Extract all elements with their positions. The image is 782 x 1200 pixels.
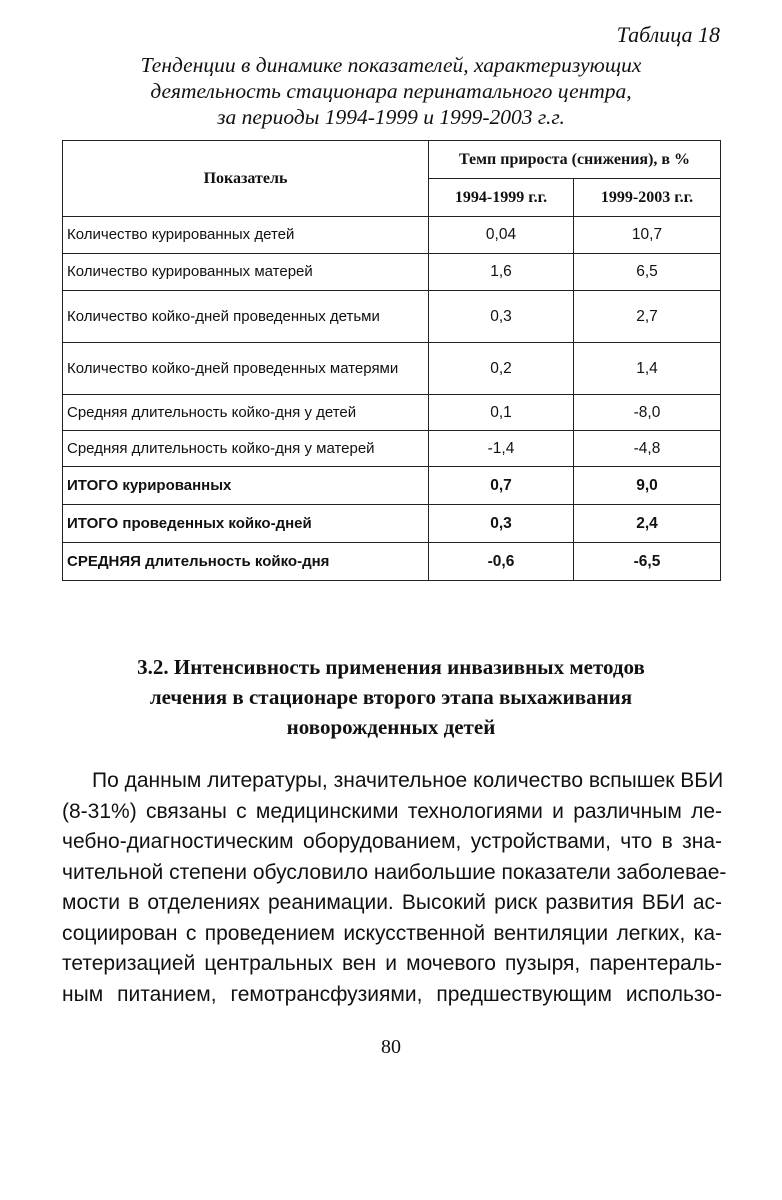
row-value-1999-2003: 2,4 xyxy=(574,505,721,543)
row-label: ИТОГО проведенных койко-дней xyxy=(63,505,429,543)
heading-line: 3.2. Интенсивность применения инвазивных методов xyxy=(137,655,645,679)
row-value-1994-1999: 0,3 xyxy=(429,505,574,543)
table-row-total xyxy=(63,505,721,543)
heading-line: лечения в стационаре второго этапа выхаживания xyxy=(149,685,633,709)
row-label: Количество курированных детей xyxy=(63,217,429,254)
body-paragraph xyxy=(62,766,727,1010)
indicators-table xyxy=(62,140,721,581)
table-row-total xyxy=(63,543,721,581)
row-label: Количество курированных матерей xyxy=(63,254,429,291)
row-value-1999-2003: 6,5 xyxy=(574,254,721,291)
row-value-1999-2003: -6,5 xyxy=(574,543,721,581)
paragraph-line: чебно-диагностическим оборудованием, устройствами, что в зна- xyxy=(62,830,722,853)
table-caption xyxy=(60,52,722,130)
row-value-1999-2003: 2,7 xyxy=(574,291,721,343)
row-value-1999-2003: -8,0 xyxy=(574,395,721,431)
table-number: Таблица 18 xyxy=(616,22,720,47)
row-value-1994-1999: -1,4 xyxy=(429,431,574,467)
header-period-2: 1999-2003 г.г. xyxy=(574,179,721,217)
header-period-1: 1994-1999 г.г. xyxy=(429,179,574,217)
row-value-1994-1999: 0,3 xyxy=(429,291,574,343)
header-growth-rate: Темп прироста (снижения), в % xyxy=(429,141,721,179)
row-value-1994-1999: 0,2 xyxy=(429,343,574,395)
table-row xyxy=(63,431,721,467)
row-label: Количество койко-дней проведенных детьми xyxy=(63,291,429,343)
table-row xyxy=(63,217,721,254)
heading-line: новорожденных детей xyxy=(286,715,496,739)
table-row xyxy=(63,343,721,395)
paragraph-line: мости в отделениях реанимации. Высокий риск развития ВБИ ас- xyxy=(62,891,722,914)
row-value-1999-2003: -4,8 xyxy=(574,431,721,467)
paragraph-line: социирован с проведением искусственной вентиляции легких, ка- xyxy=(62,921,722,945)
row-value-1999-2003: 10,7 xyxy=(574,217,721,254)
table-row-total xyxy=(63,467,721,505)
row-label: Средняя длительность койко-дня у матерей xyxy=(63,431,429,467)
table-row xyxy=(63,254,721,291)
section-heading xyxy=(60,652,722,742)
row-value-1999-2003: 9,0 xyxy=(574,467,721,505)
paragraph-line: чительной степени обусловило наибольшие показатели заболевае- xyxy=(62,860,727,884)
paragraph-line: ным питанием, гемотрансфузиями, предшествующим использо- xyxy=(62,982,722,1006)
row-label: Количество койко-дней проведенных матерями xyxy=(63,343,429,395)
page-number: 80 xyxy=(381,1036,401,1058)
row-label: Средняя длительность койко-дня у детей xyxy=(63,395,429,431)
row-label: СРЕДНЯЯ длительность койко-дня xyxy=(63,543,429,581)
row-value-1994-1999: -0,6 xyxy=(429,543,574,581)
caption-line: за периоды 1994-1999 и 1999-2003 г.г. xyxy=(217,105,565,129)
row-value-1994-1999: 0,04 xyxy=(429,217,574,254)
row-value-1994-1999: 0,1 xyxy=(429,395,574,431)
table-row xyxy=(63,395,721,431)
row-value-1999-2003: 1,4 xyxy=(574,343,721,395)
caption-line: Тенденции в динамике показателей, характеризующих xyxy=(140,53,642,77)
row-value-1994-1999: 1,6 xyxy=(429,254,574,291)
paragraph-line: По данным литературы, значительное количество вспышек ВБИ xyxy=(92,769,724,792)
paragraph-line: (8-31%) связаны с медицинскими технологиями и различным ле- xyxy=(62,799,722,823)
table-row xyxy=(63,291,721,343)
row-value-1994-1999: 0,7 xyxy=(429,467,574,505)
caption-line: деятельность стационара перинатального центра, xyxy=(150,79,632,103)
paragraph-line: тетеризацией центральных вен и мочевого пузыря, парентераль- xyxy=(62,952,722,975)
header-indicator: Показатель xyxy=(63,141,429,217)
row-label: ИТОГО курированных xyxy=(63,467,429,505)
